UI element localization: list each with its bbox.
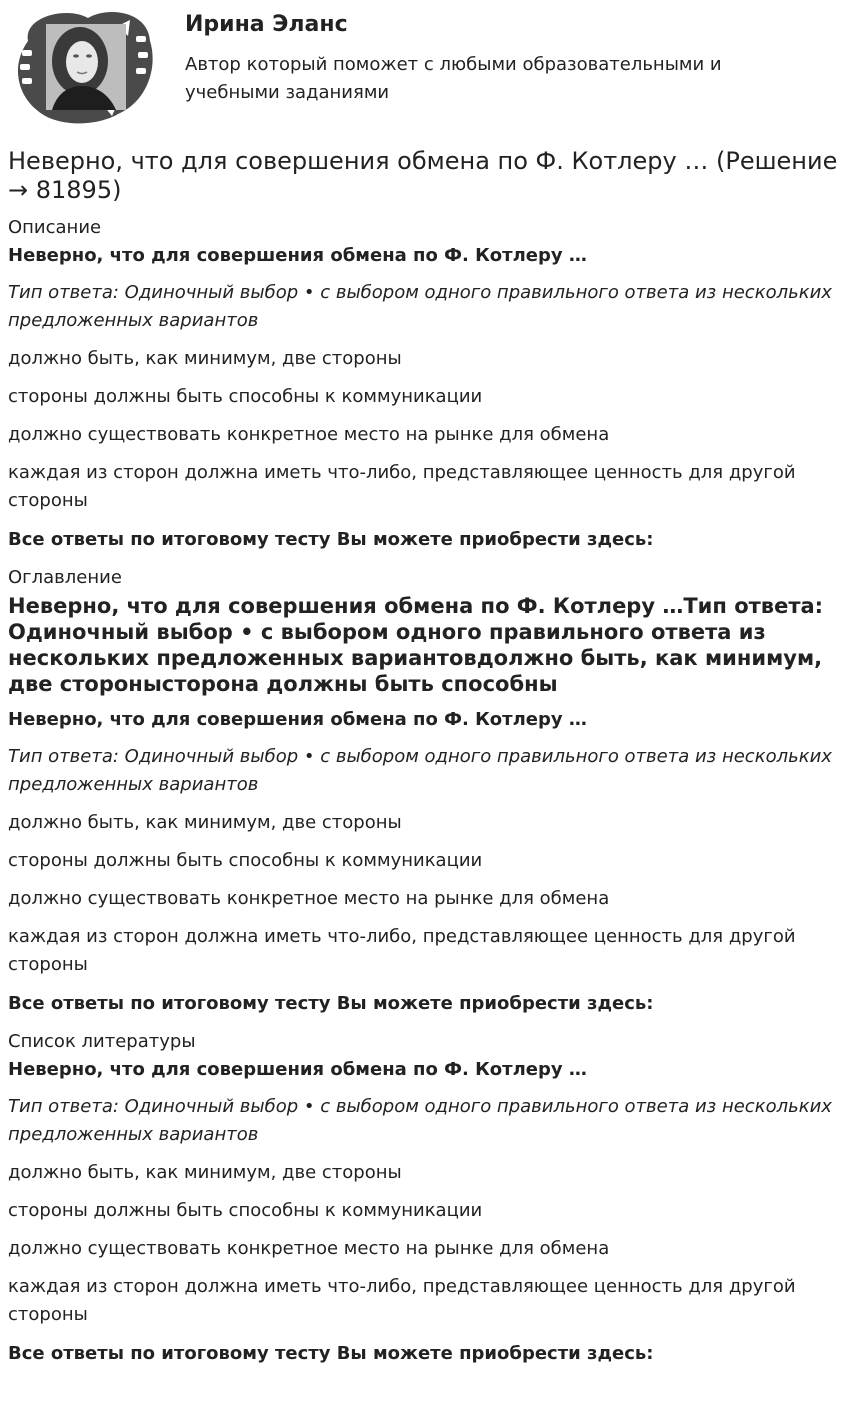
question-title: Неверно, что для совершения обмена по Ф. Котлеру …	[8, 1059, 587, 1080]
option: стороны должны быть способны к коммуникации	[8, 386, 483, 407]
contents-heading: Неверно, что для совершения обмена по Ф. Котлеру …Тип ответа: Одиночный выбор • с выбором одного правильного ответа из нескольких предложенных вариантовдолжно быть, как минимум, две сторонысторона должны быть способны	[8, 594, 824, 696]
answer-type: Тип ответа: Одиночный выбор • с выбором одного правильного ответа из нескольких предложенных вариантов	[8, 1096, 832, 1145]
section-label: Список литературы	[8, 1031, 196, 1052]
answer-type: Тип ответа: Одиночный выбор • с выбором одного правильного ответа из нескольких предложенных вариантов	[8, 282, 832, 331]
all-answers-link[interactable]: Все ответы по итоговому тесту Вы можете приобрести здесь:	[8, 993, 654, 1014]
section-contents	[8, 566, 839, 1016]
option: должно быть, как минимум, две стороны	[8, 1162, 402, 1183]
section-label: Описание	[8, 217, 102, 238]
option: должно существовать конкретное место на рынке для обмена	[8, 424, 610, 445]
section-label: Оглавление	[8, 567, 122, 588]
option: должно существовать конкретное место на рынке для обмена	[8, 1238, 610, 1259]
page-title: Неверно, что для совершения обмена по Ф. Котлеру … (Решение → 81895)	[8, 147, 838, 204]
option: каждая из сторон должна иметь что-либо, представляющее ценность для другой стороны	[8, 1276, 796, 1325]
option: каждая из сторон должна иметь что-либо, представляющее ценность для другой стороны	[8, 462, 796, 511]
answer-type: Тип ответа: Одиночный выбор • с выбором одного правильного ответа из нескольких предложенных вариантов	[8, 746, 832, 795]
option: должно быть, как минимум, две стороны	[8, 348, 402, 369]
author-avatar-icon	[8, 6, 158, 126]
section-description	[8, 216, 839, 552]
option: стороны должны быть способны к коммуникации	[8, 850, 483, 871]
all-answers-link[interactable]: Все ответы по итоговому тесту Вы можете приобрести здесь:	[8, 1343, 654, 1364]
option: стороны должны быть способны к коммуникации	[8, 1200, 483, 1221]
all-answers-link[interactable]: Все ответы по итоговому тесту Вы можете приобрести здесь:	[8, 529, 654, 550]
author-name[interactable]: Ирина Эланс	[185, 12, 348, 37]
section-bibliography	[8, 1030, 839, 1366]
option: должно существовать конкретное место на рынке для обмена	[8, 888, 610, 909]
question-title: Неверно, что для совершения обмена по Ф. Котлеру …	[8, 709, 587, 730]
option: каждая из сторон должна иметь что-либо, представляющее ценность для другой стороны	[8, 926, 796, 975]
author-description: Автор который поможет с любыми образовательными и учебными заданиями	[185, 54, 722, 103]
option: должно быть, как минимум, две стороны	[8, 812, 402, 833]
question-title: Неверно, что для совершения обмена по Ф. Котлеру …	[8, 245, 587, 266]
author-block	[8, 0, 839, 130]
